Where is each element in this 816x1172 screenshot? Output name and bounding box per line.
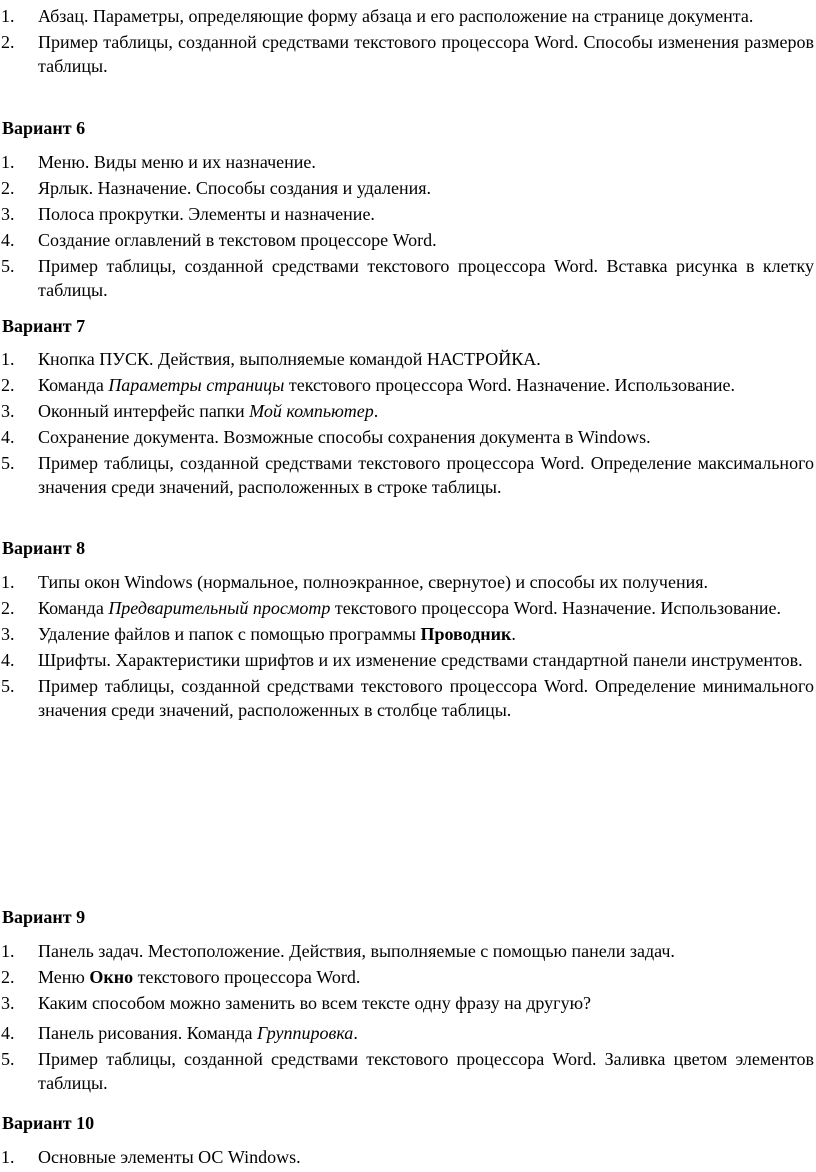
variant-7-heading: Вариант 7 bbox=[2, 316, 86, 336]
variant-6-heading: Вариант 6 bbox=[2, 118, 86, 138]
list-item: 5. Пример таблицы, созданной средствами текстового процессора Word. Вставка рисунка в клетку таблицы. bbox=[1, 256, 814, 300]
list-item: 4. Панель рисования. Команда Группировка. bbox=[1, 1023, 358, 1043]
list-item: 1. Кнопка ПУСК. Действия, выполняемые командой НАСТРОЙКА. bbox=[1, 349, 541, 369]
list-item: 2. Пример таблицы, созданной средствами текстового процессора Word. Способы изменения размеров таблицы. bbox=[1, 32, 814, 76]
variant-9-list bbox=[0, 939, 814, 1095]
variant-10-list bbox=[0, 1145, 814, 1169]
list-item: 5. Пример таблицы, созданной средствами текстового процессора Word. Определение максимального значения среди значений, расположенных в строке таблицы. bbox=[1, 453, 814, 497]
list-item: 1. Абзац. Параметры, определяющие форму абзаца и его расположение на странице документа. bbox=[1, 6, 754, 26]
list-item: 3. Каким способом можно заменить во всем тексте одну фразу на другую? bbox=[1, 993, 591, 1013]
list-item: 4. Создание оглавлений в текстовом процессоре Word. bbox=[1, 230, 437, 250]
list-item: 3. Удаление файлов и папок с помощью программы Проводник. bbox=[1, 624, 516, 644]
list-item: 3. Полоса прокрутки. Элементы и назначение. bbox=[1, 204, 375, 224]
list-item: 3. Оконный интерфейс папки Мой компьютер. bbox=[1, 401, 379, 421]
list-item: 4. Сохранение документа. Возможные способы сохранения документа в Windows. bbox=[1, 427, 651, 447]
list-item: 1. Типы окон Windows (нормальное, полноэкранное, свернутое) и способы их получения. bbox=[1, 572, 708, 592]
list-item: 5. Пример таблицы, созданной средствами текстового процессора Word. Заливка цветом элементов таблицы. bbox=[1, 1049, 814, 1093]
list-item: 2. Команда Предварительный просмотр текстового процессора Word. Назначение. Использование. bbox=[1, 598, 782, 618]
list-item: 4. Шрифты. Характеристики шрифтов и их изменение средствами стандартной панели инструментов. bbox=[1, 650, 803, 670]
variant-8-list bbox=[0, 570, 814, 722]
list-item: 5. Пример таблицы, созданной средствами текстового процессора Word. Определение минимального значения среди значений, расположенных в столбце таблицы. bbox=[1, 676, 814, 720]
top-list bbox=[0, 4, 814, 78]
list-item: 2. Команда Параметры страницы текстового процессора Word. Назначение. Использование. bbox=[1, 375, 736, 395]
variant-8-heading: Вариант 8 bbox=[2, 538, 86, 558]
list-item: 2. Меню Окно текстового процессора Word. bbox=[1, 967, 361, 987]
list-item: 1. Основные элементы ОС Windows. bbox=[1, 1147, 301, 1167]
list-item: 1. Панель задач. Местоположение. Действия, выполняемые с помощью панели задач. bbox=[1, 941, 675, 961]
variant-7-list bbox=[0, 347, 814, 499]
variant-6-list bbox=[0, 150, 814, 302]
list-item: 2. Ярлык. Назначение. Способы создания и удаления. bbox=[1, 178, 432, 198]
variant-10-heading: Вариант 10 bbox=[2, 1113, 95, 1133]
variant-9-heading: Вариант 9 bbox=[2, 907, 86, 927]
list-item: 1. Меню. Виды меню и их назначение. bbox=[1, 152, 316, 172]
